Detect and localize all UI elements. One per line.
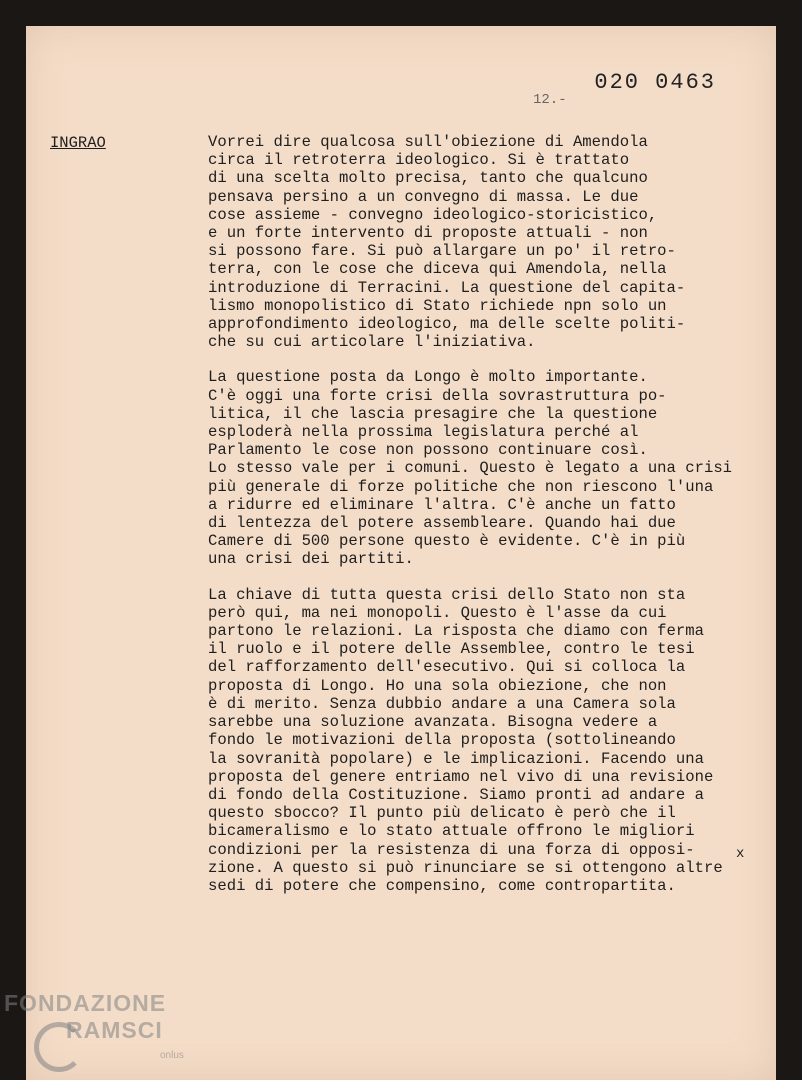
paragraph-2: La questione posta da Longo è molto importante. C'è oggi una forte crisi della sovrastruttura po- litica, il che lascia presagire che la questione esploderà nella prossima legislatura perché al Parlamento le cose non possono continuare così. Lo stesso vale per i comuni. Questo è legato a una crisi più generale di forze politiche che non riescono l'una a ridurre ed eliminare l'altra. C'è anche un fatto di lentezza del potere assembleare. Quando hai due Camere di 500 persone questo è evidente. C'è in più una crisi dei partiti. [208, 368, 733, 569]
paragraph-3: La chiave di tutta questa crisi dello Stato non sta però qui, ma nei monopoli. Questo è l'asse da cui partono le relazioni. La risposta che diamo con ferma il ruolo e il potere delle Assemblee, contro le tesi del rafforzamento dell'esecutivo. Qui si colloca la proposta di Longo. Ho una sola obiezione, che non è di merito. Senza dubbio andare a una Camera sola sarebbe una soluzione avanzata. Bisogna vedere a fondo le motivazioni della proposta (sottolineando la sovranità popolare) e le implicazioni. Facendo una proposta del genere entriamo nel vivo di una revisione di fondo della Costituzione. Siamo pronti ad andare a questo sbocco? Il punto più delicato è però che il bicameralismo e lo stato attuale offrono le migliori condizioni per la resistenza di una forza di opposi- zione. A questo si può rinunciare se si ottengono altre sedi di potere che compensino, come contropartita. [208, 585, 723, 895]
watermark [4, 990, 166, 1044]
watermark-line-2: RAMSCI [66, 1017, 163, 1043]
speaker-name: INGRAO [50, 134, 106, 152]
document-number: 020 0463 [594, 70, 716, 95]
watermark-line-1: FONDAZIONE [4, 990, 167, 1016]
margin-mark: x [736, 846, 745, 862]
paragraph-1: Vorrei dire qualcosa sull'obiezione di Amendola circa il retroterra ideologico. Si è trattato di una scelta molto precisa, tanto che qualcuno pensava persino a un convegno di massa. Le due cose assieme - convegno ideologico-storicistico, e un forte intervento di proposte attuali - non si possono fare. Si può allargare un po' il retro- terra, con le cose che diceva qui Amendola, nella introduzione di Terracini. La questione del capita- lismo monopolistico di Stato richiede npn solo un approfondimento ideologico, ma delle scelte politi- che su cui articolare l'iniziativa. [208, 133, 686, 352]
speech-text [208, 133, 748, 912]
watermark-small: onlus [160, 1050, 184, 1061]
page-number: 12.- [533, 92, 567, 108]
